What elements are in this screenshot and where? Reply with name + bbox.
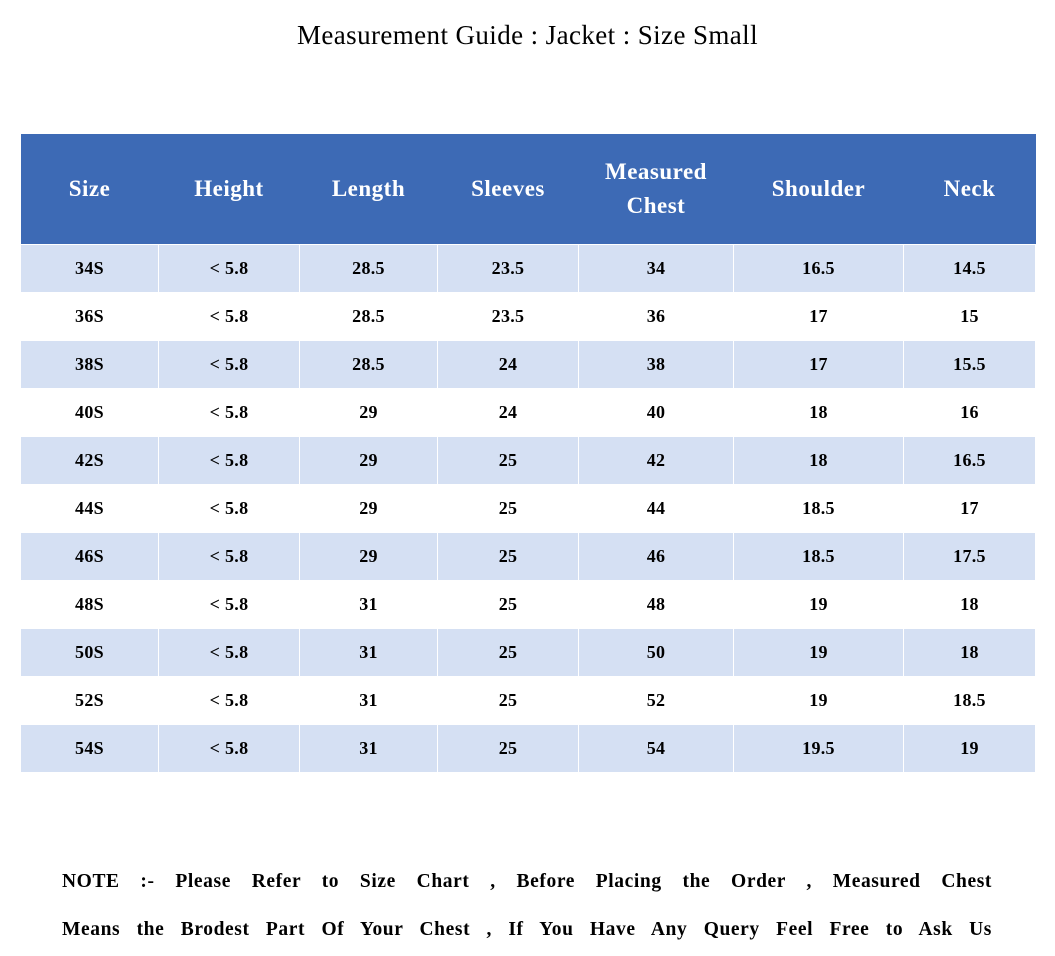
note-line-2: Means the Brodest Part Of Your Chest , If You Have Any Query Feel Free to Ask Us [62, 918, 992, 940]
page-title: Measurement Guide : Jacket : Size Small [297, 20, 758, 50]
cell-length: 28.5 [300, 244, 438, 292]
cell-size: 48S [21, 580, 159, 628]
size-chart-container [20, 134, 1035, 773]
cell-length: 31 [300, 580, 438, 628]
cell-shoulder: 19.5 [734, 724, 904, 772]
cell-size: 54S [21, 724, 159, 772]
size-chart-table [20, 134, 1036, 773]
cell-shoulder: 18 [734, 436, 904, 484]
cell-neck: 18.5 [904, 676, 1036, 724]
cell-length: 28.5 [300, 292, 438, 340]
cell-neck: 17.5 [904, 532, 1036, 580]
table-row [21, 628, 1036, 676]
cell-shoulder: 19 [734, 676, 904, 724]
cell-length: 29 [300, 532, 438, 580]
cell-neck: 18 [904, 628, 1036, 676]
cell-neck: 19 [904, 724, 1036, 772]
table-body [21, 244, 1036, 772]
table-row [21, 340, 1036, 388]
column-header-shoulder: Shoulder [734, 134, 904, 244]
cell-sleeves: 25 [438, 628, 579, 676]
cell-shoulder: 18 [734, 388, 904, 436]
cell-shoulder: 18.5 [734, 484, 904, 532]
cell-sleeves: 25 [438, 676, 579, 724]
table-row [21, 532, 1036, 580]
cell-measured-chest: 36 [579, 292, 734, 340]
cell-length: 29 [300, 436, 438, 484]
cell-size: 42S [21, 436, 159, 484]
cell-height: < 5.8 [159, 340, 300, 388]
cell-sleeves: 25 [438, 484, 579, 532]
cell-size: 40S [21, 388, 159, 436]
cell-size: 46S [21, 532, 159, 580]
table-row [21, 244, 1036, 292]
cell-length: 29 [300, 484, 438, 532]
cell-measured-chest: 42 [579, 436, 734, 484]
table-row [21, 580, 1036, 628]
cell-neck: 17 [904, 484, 1036, 532]
cell-shoulder: 17 [734, 292, 904, 340]
cell-height: < 5.8 [159, 244, 300, 292]
cell-size: 50S [21, 628, 159, 676]
cell-measured-chest: 50 [579, 628, 734, 676]
cell-neck: 14.5 [904, 244, 1036, 292]
cell-sleeves: 23.5 [438, 292, 579, 340]
cell-size: 38S [21, 340, 159, 388]
document-page [0, 20, 1055, 956]
column-header-measured-chest: Measured Chest [579, 134, 734, 244]
note-text [62, 858, 992, 954]
cell-height: < 5.8 [159, 532, 300, 580]
table-header [21, 134, 1036, 244]
cell-height: < 5.8 [159, 580, 300, 628]
cell-measured-chest: 52 [579, 676, 734, 724]
cell-height: < 5.8 [159, 292, 300, 340]
column-header-size: Size [21, 134, 159, 244]
cell-measured-chest: 38 [579, 340, 734, 388]
table-row [21, 676, 1036, 724]
cell-height: < 5.8 [159, 436, 300, 484]
cell-measured-chest: 44 [579, 484, 734, 532]
cell-length: 29 [300, 388, 438, 436]
table-row [21, 388, 1036, 436]
cell-measured-chest: 34 [579, 244, 734, 292]
cell-height: < 5.8 [159, 484, 300, 532]
cell-neck: 16 [904, 388, 1036, 436]
cell-shoulder: 16.5 [734, 244, 904, 292]
cell-height: < 5.8 [159, 676, 300, 724]
cell-neck: 16.5 [904, 436, 1036, 484]
cell-shoulder: 19 [734, 628, 904, 676]
table-row [21, 724, 1036, 772]
column-header-neck: Neck [904, 134, 1036, 244]
cell-height: < 5.8 [159, 388, 300, 436]
cell-sleeves: 25 [438, 724, 579, 772]
cell-sleeves: 25 [438, 436, 579, 484]
cell-sleeves: 25 [438, 580, 579, 628]
cell-size: 52S [21, 676, 159, 724]
cell-shoulder: 19 [734, 580, 904, 628]
cell-length: 31 [300, 676, 438, 724]
column-header-length: Length [300, 134, 438, 244]
cell-neck: 15 [904, 292, 1036, 340]
cell-sleeves: 23.5 [438, 244, 579, 292]
cell-height: < 5.8 [159, 724, 300, 772]
note-line-1: NOTE :- Please Refer to Size Chart , Before Placing the Order , Measured Chest [62, 871, 992, 892]
cell-length: 31 [300, 628, 438, 676]
cell-sleeves: 24 [438, 388, 579, 436]
column-header-sleeves: Sleeves [438, 134, 579, 244]
cell-neck: 15.5 [904, 340, 1036, 388]
cell-measured-chest: 40 [579, 388, 734, 436]
cell-size: 34S [21, 244, 159, 292]
cell-size: 36S [21, 292, 159, 340]
cell-sleeves: 24 [438, 340, 579, 388]
cell-height: < 5.8 [159, 628, 300, 676]
table-header-row [21, 134, 1036, 244]
column-header-height: Height [159, 134, 300, 244]
cell-length: 31 [300, 724, 438, 772]
cell-measured-chest: 54 [579, 724, 734, 772]
cell-measured-chest: 48 [579, 580, 734, 628]
table-row [21, 436, 1036, 484]
cell-length: 28.5 [300, 340, 438, 388]
table-row [21, 484, 1036, 532]
cell-shoulder: 17 [734, 340, 904, 388]
cell-measured-chest: 46 [579, 532, 734, 580]
cell-neck: 18 [904, 580, 1036, 628]
cell-sleeves: 25 [438, 532, 579, 580]
table-row [21, 292, 1036, 340]
cell-shoulder: 18.5 [734, 532, 904, 580]
cell-size: 44S [21, 484, 159, 532]
